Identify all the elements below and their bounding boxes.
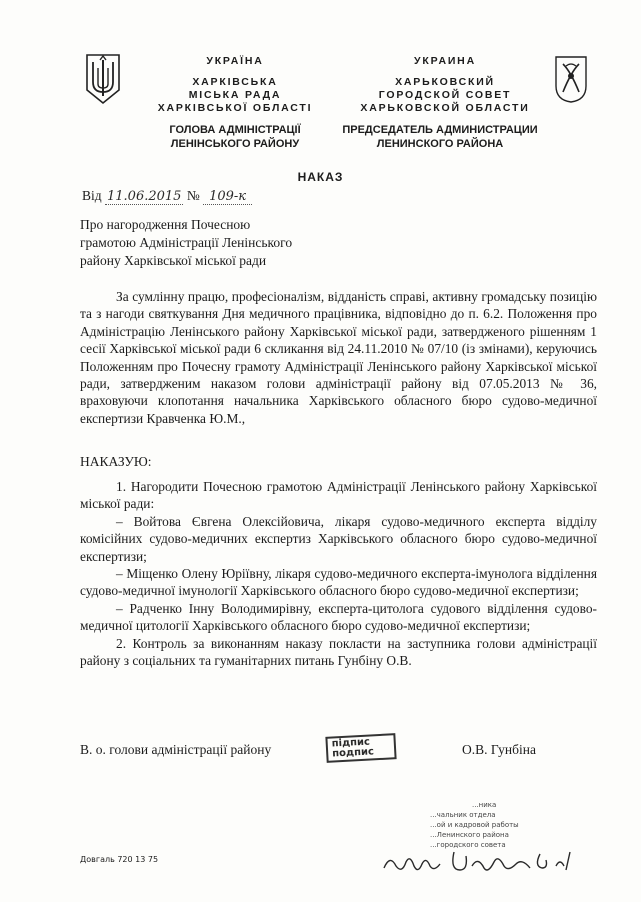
stamp-line: підпис	[331, 736, 371, 750]
number-handwritten: 109-к	[203, 189, 252, 205]
header-ru-office-line: ПРЕДСЕДАТЕЛЬ АДМИНИСТРАЦИИ	[342, 124, 538, 136]
awardee-item: – Войтова Євгена Олексійовича, лікаря судово-медичного експерта відділу комісійних судово-медичних експертиз Харківського обласного бюро судово-медичної експертизи;	[80, 513, 597, 564]
date-handwritten: 11.06.2015	[107, 189, 182, 204]
header-ru-council-line: ХАРЬКОВСКОЙ ОБЛАСТИ	[360, 102, 530, 114]
header-ua-council-line: МІСЬКА РАДА	[188, 89, 282, 101]
header-ru-country: УКРАИНА	[414, 55, 476, 67]
awardee-item: – Радченко Інну Володимирівну, експерта-цитолога судового відділення судово-медичної цитології Харківського обласного бюро судово-медичної експертизи;	[80, 600, 597, 634]
subject-line: грамотою Адміністрації Ленінського	[80, 235, 293, 250]
date-number-line	[82, 188, 252, 204]
footer-print-code: Довгаль 720 13 75	[80, 855, 159, 864]
visa-line: ...ой и кадровой работы	[430, 821, 519, 829]
signature-stamp	[325, 733, 396, 763]
awardee-item: – Міщенко Олену Юріївну, лікаря судово-медичного експерта-імунолога відділення судово-медичної імунології Харківського обласного бюро судово-медичної експертизи;	[80, 566, 597, 599]
visa-line: ...ника	[472, 801, 497, 809]
visa-line: ...городского совета	[430, 841, 506, 849]
signature-position: В. о. голови адміністрації району	[80, 742, 272, 757]
header-ua-council-line: ХАРКІВСЬКОЇ ОБЛАСТІ	[157, 102, 313, 114]
order-items	[80, 478, 597, 669]
order-subject	[80, 216, 400, 270]
header-ru-council-line: ГОРОДСКОЙ СОВЕТ	[378, 89, 512, 101]
subject-line: району Харківської міської ради	[80, 253, 267, 268]
header-ua-country: УКРАЇНА	[206, 55, 264, 67]
number-prefix: №	[186, 188, 200, 203]
header-ua-office	[140, 123, 330, 151]
header-ua-block	[140, 55, 330, 115]
visa-line: ...чальник отдела	[430, 811, 496, 819]
visa-stamp	[424, 800, 564, 850]
ukraine-trident-icon	[84, 52, 122, 106]
header-ru-office-line: ЛЕНИНСКОГО РАЙОНА	[376, 138, 504, 150]
document-title: НАКАЗ	[297, 170, 344, 184]
header-ru-council-line: ХАРЬКОВСКИЙ	[395, 76, 495, 88]
preamble-paragraph: За сумлінну працю, професіоналізм, відданість справі, активну громадську позицію та з нагоди святкування Дня медичного працівника, відповідно до п. 6.2. Положення про Адміністрацію Ленінського району Харківської міської ради, затвердженого рішенням 1 сесії Харківської міської ради 6 скликання від 24.11.2010 № 07/10 (із змінами), керуючись Положенням про Почесну грамоту Адміністрації Ленінського району Харківської міської ради, затвердженим наказом голови адміністрації району від 07.05.2013 № 36, враховуючи клопотання начальника Харківського обласного бюро судово-медичної експертизи Кравченка Ю.М.,	[80, 289, 597, 426]
date-prefix: Від	[82, 188, 102, 203]
header-ru-office	[335, 123, 545, 151]
kharkiv-coat-of-arms-icon	[553, 54, 589, 104]
order-word: НАКАЗУЮ:	[80, 454, 152, 469]
header-ua-council-line: ХАРКІВСЬКА	[192, 76, 278, 88]
order-preamble	[80, 288, 597, 427]
stamp-line: подпис	[331, 746, 375, 760]
header-ua-office-line: ГОЛОВА АДМІНІСТРАЦІЇ	[169, 124, 301, 136]
item-2: 2. Контроль за виконанням наказу покласти на заступника голови адміністрації району з соціальних та гуманітарних питань Гунбіну О.В.	[80, 635, 597, 669]
subject-line: Про нагородження Почесною	[80, 217, 251, 232]
signatory-name: О.В. Гунбіна	[462, 742, 536, 757]
header-ru-block	[345, 55, 545, 115]
header-ua-office-line: ЛЕНІНСЬКОГО РАЙОНУ	[170, 138, 300, 150]
handwritten-signature-icon	[380, 844, 600, 878]
visa-line: ...Ленинского района	[430, 831, 509, 839]
item-1-intro: 1. Нагородити Почесною грамотою Адміністрації Ленінського району Харківської міської ради:	[80, 479, 597, 512]
